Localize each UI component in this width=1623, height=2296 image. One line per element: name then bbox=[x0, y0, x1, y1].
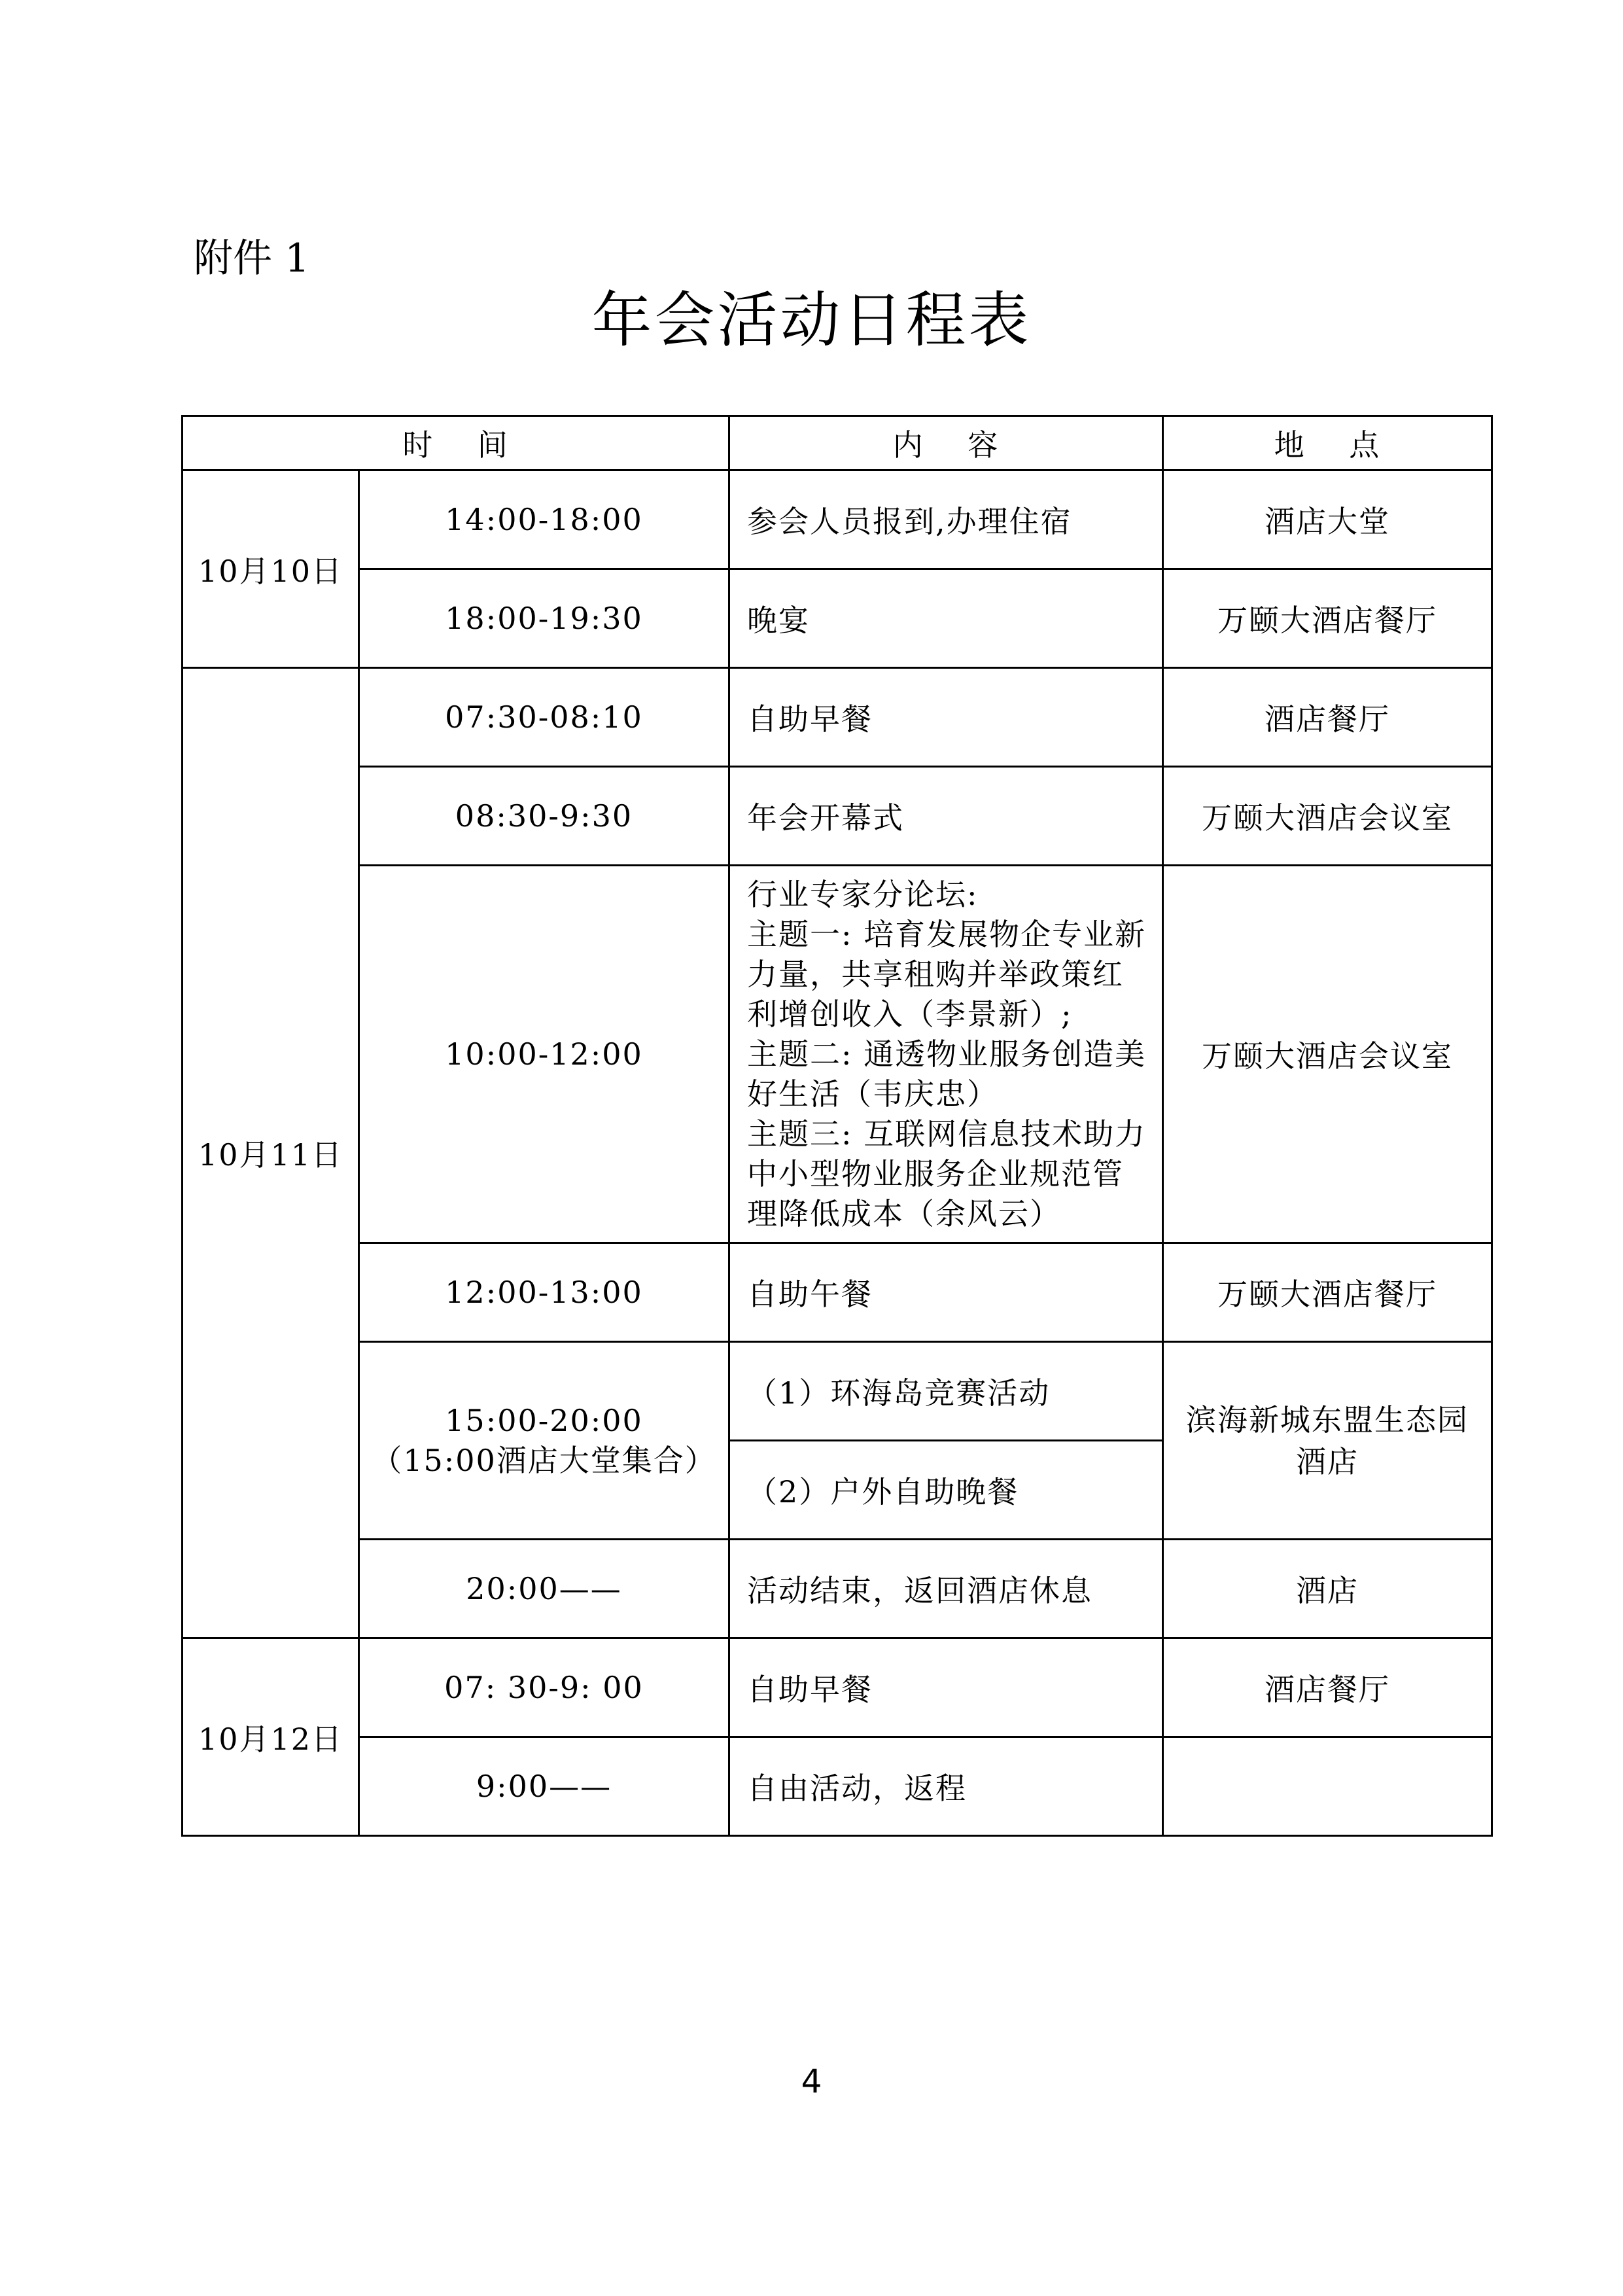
location-cell: 万颐大酒店会议室 bbox=[1163, 866, 1492, 1243]
table-row bbox=[183, 1638, 1492, 1737]
header-content: 内 容 bbox=[729, 416, 1163, 470]
content-cell: 参会人员报到,办理住宿 bbox=[729, 470, 1163, 569]
header-location: 地 点 bbox=[1163, 416, 1492, 470]
content-cell: 自助午餐 bbox=[729, 1243, 1163, 1342]
content-cell: 自助早餐 bbox=[729, 668, 1163, 767]
date-cell: 10月12日 bbox=[183, 1638, 359, 1836]
location-cell bbox=[1163, 1737, 1492, 1836]
table-row bbox=[183, 1540, 1492, 1638]
table-row bbox=[183, 1342, 1492, 1441]
time-cell: 14:00-18:00 bbox=[359, 470, 729, 569]
table-row bbox=[183, 470, 1492, 569]
table-header-row bbox=[183, 416, 1492, 470]
content-cell: （1）环海岛竞赛活动 bbox=[729, 1342, 1163, 1441]
header-time: 时 间 bbox=[183, 416, 729, 470]
page-number: 4 bbox=[801, 2062, 822, 2100]
location-cell: 酒店餐厅 bbox=[1163, 1638, 1492, 1737]
time-cell: 18:00-19:30 bbox=[359, 569, 729, 668]
time-cell: 10:00-12:00 bbox=[359, 866, 729, 1243]
time-cell: 08:30-9:30 bbox=[359, 767, 729, 866]
table-row bbox=[183, 668, 1492, 767]
table-row bbox=[183, 767, 1492, 866]
time-cell: 15:00-20:00 （15:00酒店大堂集合） bbox=[359, 1342, 729, 1540]
time-cell: 12:00-13:00 bbox=[359, 1243, 729, 1342]
table-row bbox=[183, 569, 1492, 668]
location-cell: 酒店大堂 bbox=[1163, 470, 1492, 569]
content-cell: 晚宴 bbox=[729, 569, 1163, 668]
document-title: 年会活动日程表 bbox=[591, 285, 1032, 355]
location-cell: 万颐大酒店餐厅 bbox=[1163, 569, 1492, 668]
table-row bbox=[183, 1737, 1492, 1836]
table-row bbox=[183, 866, 1492, 1243]
attachment-label: 附件 1 bbox=[194, 236, 310, 281]
location-cell: 滨海新城东盟生态园酒店 bbox=[1163, 1342, 1492, 1540]
content-cell: 活动结束，返回酒店休息 bbox=[729, 1540, 1163, 1638]
location-cell: 酒店餐厅 bbox=[1163, 668, 1492, 767]
content-cell: （2）户外自助晚餐 bbox=[729, 1441, 1163, 1540]
location-cell: 酒店 bbox=[1163, 1540, 1492, 1638]
content-cell: 自助早餐 bbox=[729, 1638, 1163, 1737]
time-cell: 07: 30-9: 00 bbox=[359, 1638, 729, 1737]
time-cell: 20:00—— bbox=[359, 1540, 729, 1638]
location-cell: 万颐大酒店餐厅 bbox=[1163, 1243, 1492, 1342]
time-cell: 07:30-08:10 bbox=[359, 668, 729, 767]
content-cell: 自由活动，返程 bbox=[729, 1737, 1163, 1836]
schedule-table bbox=[181, 415, 1493, 1837]
content-cell: 年会开幕式 bbox=[729, 767, 1163, 866]
date-cell: 10月10日 bbox=[183, 470, 359, 668]
table-row bbox=[183, 1243, 1492, 1342]
forum-content-cell: 行业专家分论坛: 主题一: 培育发展物企专业新力量，共享租购并举政策红利增创收入（李景新）; 主题二: 通透物业服务创造美好生活（韦庆忠） 主题三: 互联网信息技术助力中小型物业服务企业规范管理降低成本（余风云） bbox=[729, 866, 1163, 1243]
location-cell: 万颐大酒店会议室 bbox=[1163, 767, 1492, 866]
date-cell: 10月11日 bbox=[183, 668, 359, 1638]
time-cell: 9:00—— bbox=[359, 1737, 729, 1836]
